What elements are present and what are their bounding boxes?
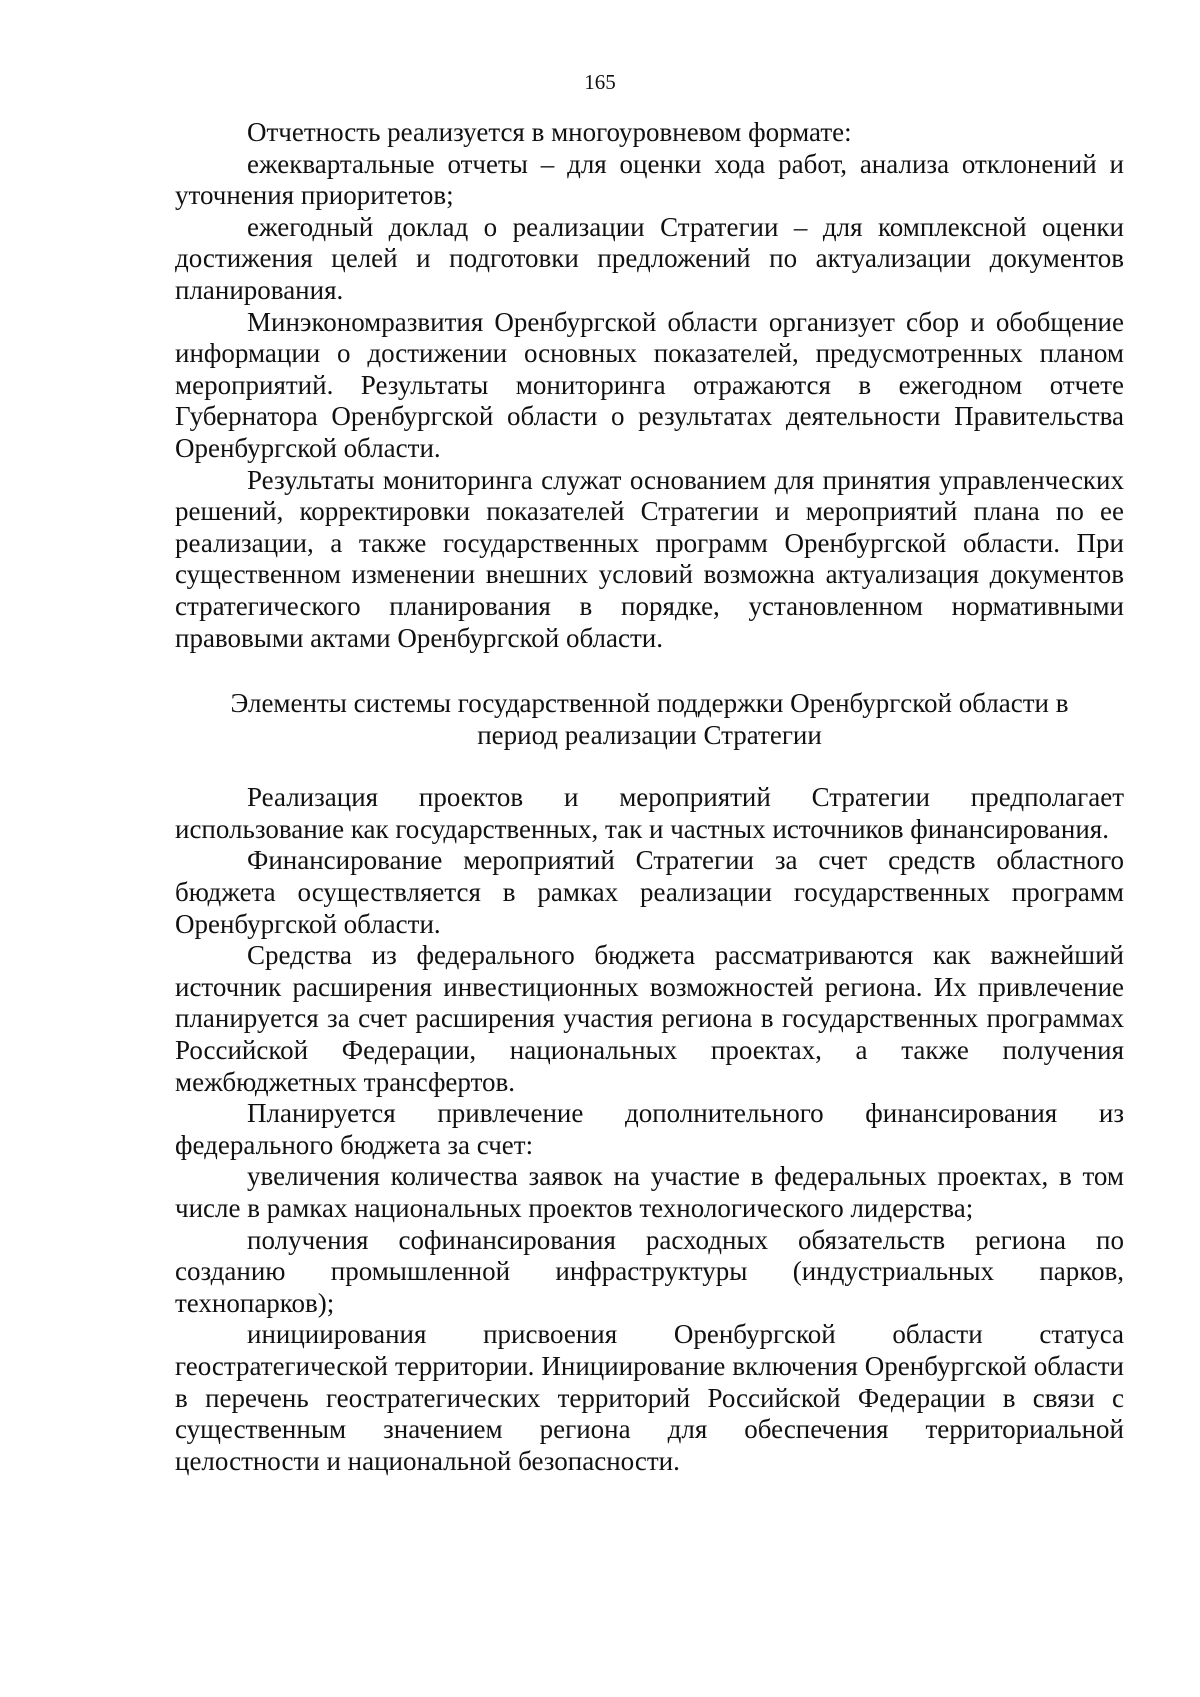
section-heading-line: Элементы системы государственной поддержки Оренбургской области в [230,688,1069,719]
paragraph: Отчетность реализуется в многоуровневом формате: [247,117,852,147]
paragraph: ежеквартальные отчеты – для оценки хода работ, анализа отклонений и уточнения приоритетов; [175,148,1124,211]
document-body [175,117,1124,1477]
list-item: инициирования присвоения Оренбургской области статуса геостратегической территории. Инициирование включения Оренбургской области в перечень геостратегических территорий Российской Федерации в связи с существенным значением региона для обеспечения территориальной целостности и национальной безопасности. [175,1319,1124,1476]
list-item: увеличения количества заявок на участие в федеральных проектах, в том числе в рамках национальных проектов технологического лидерства; [175,1161,1124,1223]
paragraph: ежегодный доклад о реализации Стратегии – для комплексной оценки достижения целей и подготовки предложений по актуализации документов планирования. [175,211,1124,305]
list-item: получения софинансирования расходных обязательств региона по созданию промышленной инфраструктуры (индустриальных парков, технопарков); [175,1224,1124,1318]
section-heading [175,688,1124,751]
paragraph: Минэкономразвития Оренбургской области организует сбор и обобщение информации о достижении основных показателей, предусмотренных планом мероприятий. Результаты мониторинга отражаются в ежегодном отчете Губернатора Оренбургской области о результатах деятельности Правительства Оренбургской области. [175,306,1124,463]
paragraph: Реализация проектов и мероприятий Стратегии предполагает использование как государственных, так и частных источников финансирования. [175,782,1124,844]
page-number: 165 [584,70,616,94]
spacer [175,751,1124,782]
paragraph: Результаты мониторинга служат основанием для принятия управленческих решений, корректировки показателей Стратегии и мероприятий плана по ее реализации, а также государственных программ Оренбургской области. При существенном изменении внешних условий возможна актуализация документов стратегического планирования в порядке, установленном нормативными правовыми актами Оренбургской области. [175,464,1124,653]
paragraph: Средства из федерального бюджета рассматриваются как важнейший источник расширения инвестиционных возможностей региона. Их привлечение планируется за счет расширения участия региона в государственных программах Российской Федерации, национальных проектах, а также получения межбюджетных трансфертов. [175,940,1124,1097]
spacer [175,654,1124,688]
paragraph: Финансирование мероприятий Стратегии за счет средств областного бюджета осуществляется в рамках реализации государственных программ Оренбургской области. [175,845,1124,939]
section-heading-line: период реализации Стратегии [477,719,822,750]
paragraph: Планируется привлечение дополнительного финансирования из федерального бюджета за счет: [175,1098,1124,1160]
